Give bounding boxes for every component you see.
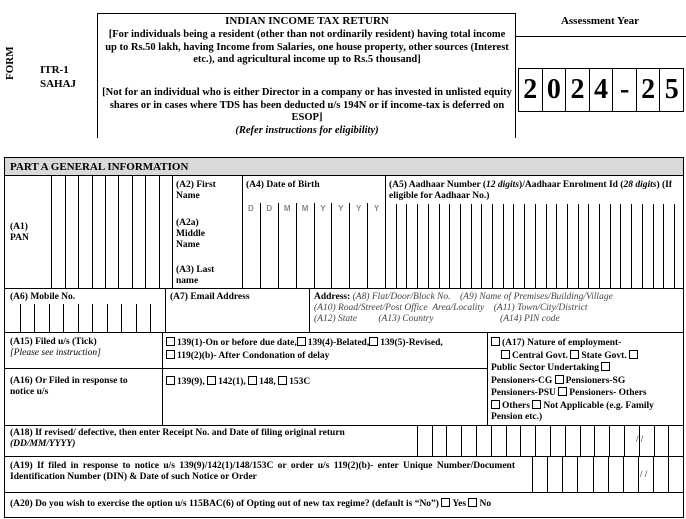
a15-139-5-checkbox[interactable]: 139(5)-Revised, (369, 338, 443, 348)
a18-cell-divider (461, 425, 462, 456)
pan-cells[interactable] (38, 176, 172, 288)
assessment-year-label: Assessment Year (560, 15, 640, 27)
a20-yes-checkbox[interactable]: Yes (441, 499, 466, 509)
a16-139-9-checkbox[interactable]: 139(9), (166, 377, 205, 387)
ay-digit-box: 4 (590, 68, 614, 112)
aadhaar-cell-divider (460, 204, 461, 288)
dob-cell[interactable]: Y (349, 203, 367, 288)
assessment-year-digits (518, 68, 684, 112)
dob-cell[interactable]: Y (314, 203, 332, 288)
ay-digit-box: - (613, 68, 637, 112)
part-a-title-bar (5, 158, 683, 176)
aadhaar-cell-divider (396, 204, 397, 288)
a18-cell-divider (446, 425, 447, 456)
a4-dob-label: (A4) Date of Birth (246, 180, 320, 190)
emp-pensioners-others-checkbox[interactable]: Pensioners- Others (569, 388, 647, 398)
email-input[interactable] (166, 304, 309, 332)
a18-cell-divider (580, 425, 581, 456)
a20-regime-row (10, 498, 682, 510)
a7-email-label: (A7) Email Address (170, 292, 250, 302)
dob-cell[interactable]: D (260, 203, 278, 288)
a19-cell-divider (532, 456, 533, 492)
mobile-cell-divider (63, 304, 64, 332)
dob-cell[interactable]: M (278, 203, 296, 288)
a15-filed-label: (A15) Filed u/s (Tick) [Please see instruction] (10, 337, 101, 358)
ay-digit-box: 2 (566, 68, 590, 112)
emp-central-govt-checkbox[interactable]: Central Govt. (501, 351, 568, 361)
emp-psu-checkbox[interactable]: Public Sector Undertaking (491, 363, 612, 373)
ay-digit-box: 5 (660, 68, 684, 112)
aadhaar-cell-divider (439, 204, 440, 288)
aadhaar-cell-divider (674, 204, 675, 288)
a2a-middle-name-label: (A2a) Middle Name (176, 218, 206, 250)
pan-cell-divider (105, 176, 106, 288)
a15-139-4-checkbox[interactable]: 139(4)-Belated, (297, 338, 369, 348)
a19-cell-divider (593, 456, 594, 492)
aadhaar-cell-divider (406, 204, 407, 288)
aadhaar-cell-divider (653, 204, 654, 288)
ay-digit-box: 0 (543, 68, 567, 112)
a18-cell-divider (654, 425, 655, 456)
aadhaar-cell-divider (417, 204, 418, 288)
pan-cell-divider (132, 176, 133, 288)
a18-cell-divider (594, 425, 595, 456)
refer-instructions: (Refer instructions for eligibility) (235, 125, 379, 136)
mobile-cell-divider (136, 304, 137, 332)
pan-cell-divider (118, 176, 119, 288)
mobile-cell-divider (150, 304, 151, 332)
aadhaar-cell-divider (503, 204, 504, 288)
aadhaar-cell-divider (481, 204, 482, 288)
emp-not-applicable-checkbox[interactable]: Not Applicable (e.g. Family Pension etc.) (491, 400, 654, 422)
a16-153c-checkbox[interactable]: 153C (278, 377, 310, 387)
mobile-cell-divider (20, 304, 21, 332)
a18-cell-divider (476, 425, 477, 456)
a5-aadhaar-label: (A5) Aadhaar Number (12 digits)/Aadhaar Enrolment Id (28 digits) (If eligible for Aadhaar No.) (389, 180, 673, 201)
a1-pan-label: (A1) PAN (10, 222, 29, 243)
a19-cell-divider (577, 456, 578, 492)
a18-revised-label: (A18) If revised/ defective, then enter Receipt No. and Date of filing original return (DD/MM/YYYY) (10, 428, 345, 449)
form-header (0, 0, 686, 150)
form-name: ITR-1 (40, 64, 69, 76)
mobile-cell-divider (78, 304, 79, 332)
address-block[interactable]: Address: (A8) Flat/Door/Block No. (A9) Name of Premises/Building/Village (A10) Road/Street/Post Office Area/Locality (A11) Town/City/District (A12) State (A13) Country (A14) PIN code (314, 292, 613, 324)
a20-no-checkbox[interactable]: No (468, 499, 491, 509)
a18-cell-divider (520, 425, 521, 456)
aadhaar-cell-divider (567, 204, 568, 288)
aadhaar-cell-divider (524, 204, 525, 288)
aadhaar-cell-divider (449, 204, 450, 288)
a18-cell-divider (550, 425, 551, 456)
a18-cell-divider (609, 425, 610, 456)
return-title: INDIAN INCOME TAX RETURN (225, 15, 389, 27)
a19-cell-divider (653, 456, 654, 492)
aadhaar-cell-divider (663, 204, 664, 288)
ay-digit-box: 2 (518, 68, 543, 112)
a15-options (166, 337, 486, 362)
mobile-cell-divider (49, 304, 50, 332)
aadhaar-cell-divider (471, 204, 472, 288)
a18-date-slashes: / / (636, 434, 644, 444)
a18-cell-divider (565, 425, 566, 456)
aadhaar-cell-divider (631, 204, 632, 288)
dob-cell[interactable]: Y (367, 203, 385, 288)
a16-options (166, 376, 310, 388)
a18-cell-divider (668, 425, 669, 456)
ineligibility-description: [Not for an individual who is either Director in a company or has invested in unlisted equity shares or in cases where TDS has been deducted u/s 194N or if income-tax is deferred on ESOP] (102, 87, 512, 123)
aadhaar-cells[interactable] (385, 204, 683, 288)
a15-139-1-checkbox[interactable]: 139(1)-On or before due date, (166, 338, 297, 348)
dob-cell[interactable]: M (296, 203, 314, 288)
aadhaar-cell-divider (578, 204, 579, 288)
a19-cell-divider (547, 456, 548, 492)
a19-cell-divider (562, 456, 563, 492)
dob-cell[interactable]: D (248, 204, 254, 213)
mobile-cell-divider (121, 304, 122, 332)
ay-digit-box: 2 (637, 68, 661, 112)
part-a-title: PART A GENERAL INFORMATION (10, 161, 189, 173)
mobile-cell-divider (107, 304, 108, 332)
form-subname: SAHAJ (40, 78, 77, 90)
a15-119-2-b-checkbox[interactable]: 119(2)(b)- After Condonation of delay (166, 351, 329, 361)
pan-cell-divider (65, 176, 66, 288)
a19-din-input[interactable] (517, 456, 683, 492)
mobile-cell-divider (34, 304, 35, 332)
emp-pensioners-psu-checkbox[interactable]: Pensioners-PSU (491, 388, 569, 398)
aadhaar-cell-divider (492, 204, 493, 288)
a18-cell-divider (417, 425, 418, 456)
aadhaar-cell-divider (588, 204, 589, 288)
mobile-cell-divider (92, 304, 93, 332)
a19-date-slashes: / / (640, 469, 648, 479)
eligibility-description: [For individuals being a resident (other than not ordinarily resident) having total income up to Rs.50 lakh, having Income from Salaries, one house property, other sources (Interest etc.), and agricultural income up to Rs.5 thousand] (105, 29, 509, 65)
a16-142-1-checkbox[interactable]: 142(1), (207, 377, 246, 387)
a6-mobile-label: (A6) Mobile No. (10, 292, 76, 302)
dob-cells[interactable] (242, 203, 385, 288)
a16-notice-label: (A16) Or Filed in response to notice u/s (10, 376, 128, 397)
a17-employment-block: (A17) Nature of employment- Central Govt. State Govt. Public Sector Undertaking Pensioners-CG Pensioners-SG Pensioners-PSU Pensioners- Others Others Not Applicable (e.g. Family Pension etc.) (491, 338, 654, 422)
a18-cell-divider (432, 425, 433, 456)
aadhaar-cell-divider (556, 204, 557, 288)
emp-pensioners-cg-checkbox[interactable]: Pensioners-CG (491, 376, 566, 386)
aadhaar-cell-divider (546, 204, 547, 288)
a19-cell-divider (608, 456, 609, 492)
a16-148-checkbox[interactable]: 148, (248, 377, 276, 387)
a19-cell-divider (638, 456, 639, 492)
a18-cell-divider (683, 425, 684, 456)
aadhaar-cell-divider (620, 204, 621, 288)
a2-first-name-label: (A2) First Name (176, 180, 216, 201)
pan-cell-divider (78, 176, 79, 288)
emp-others-checkbox[interactable]: Others (491, 401, 530, 411)
aadhaar-cell-divider (535, 204, 536, 288)
a3-last-name-label: (A3) Last name (176, 265, 215, 286)
a19-cell-divider (623, 456, 624, 492)
a18-cell-divider (624, 425, 625, 456)
aadhaar-cell-divider (513, 204, 514, 288)
pan-cell-divider (145, 176, 146, 288)
a18-cell-divider (506, 425, 507, 456)
aadhaar-cell-divider (599, 204, 600, 288)
a18-cell-divider (491, 425, 492, 456)
a19-notice-label: (A19) If filed in response to notice u/s 139(9)/142(1)/148/153C or order u/s 119(2)(b)- enter Unique Number/Document Identification Number (DIN) & Date of such Notice or Order (10, 461, 515, 482)
form-vertical-label: FORM (4, 46, 16, 80)
pan-cell-divider (92, 176, 93, 288)
a18-cell-divider (535, 425, 536, 456)
pan-cell-divider (51, 176, 52, 288)
aadhaar-cell-divider (642, 204, 643, 288)
aadhaar-cell-divider (610, 204, 611, 288)
pan-cell-divider (159, 176, 160, 288)
emp-pensioners-sg-checkbox[interactable]: Pensioners-SG (565, 375, 626, 386)
dob-cell[interactable]: Y (331, 203, 349, 288)
a20-question: (A20) Do you wish to exercise the option u/s 115BAC(6) of Opting out of new tax regime? (default is “No”) (10, 499, 439, 509)
mobile-input[interactable] (5, 304, 165, 332)
aadhaar-cell-divider (428, 204, 429, 288)
a19-cell-divider (668, 456, 669, 492)
emp-state-govt-checkbox[interactable]: State Govt. (570, 351, 626, 361)
